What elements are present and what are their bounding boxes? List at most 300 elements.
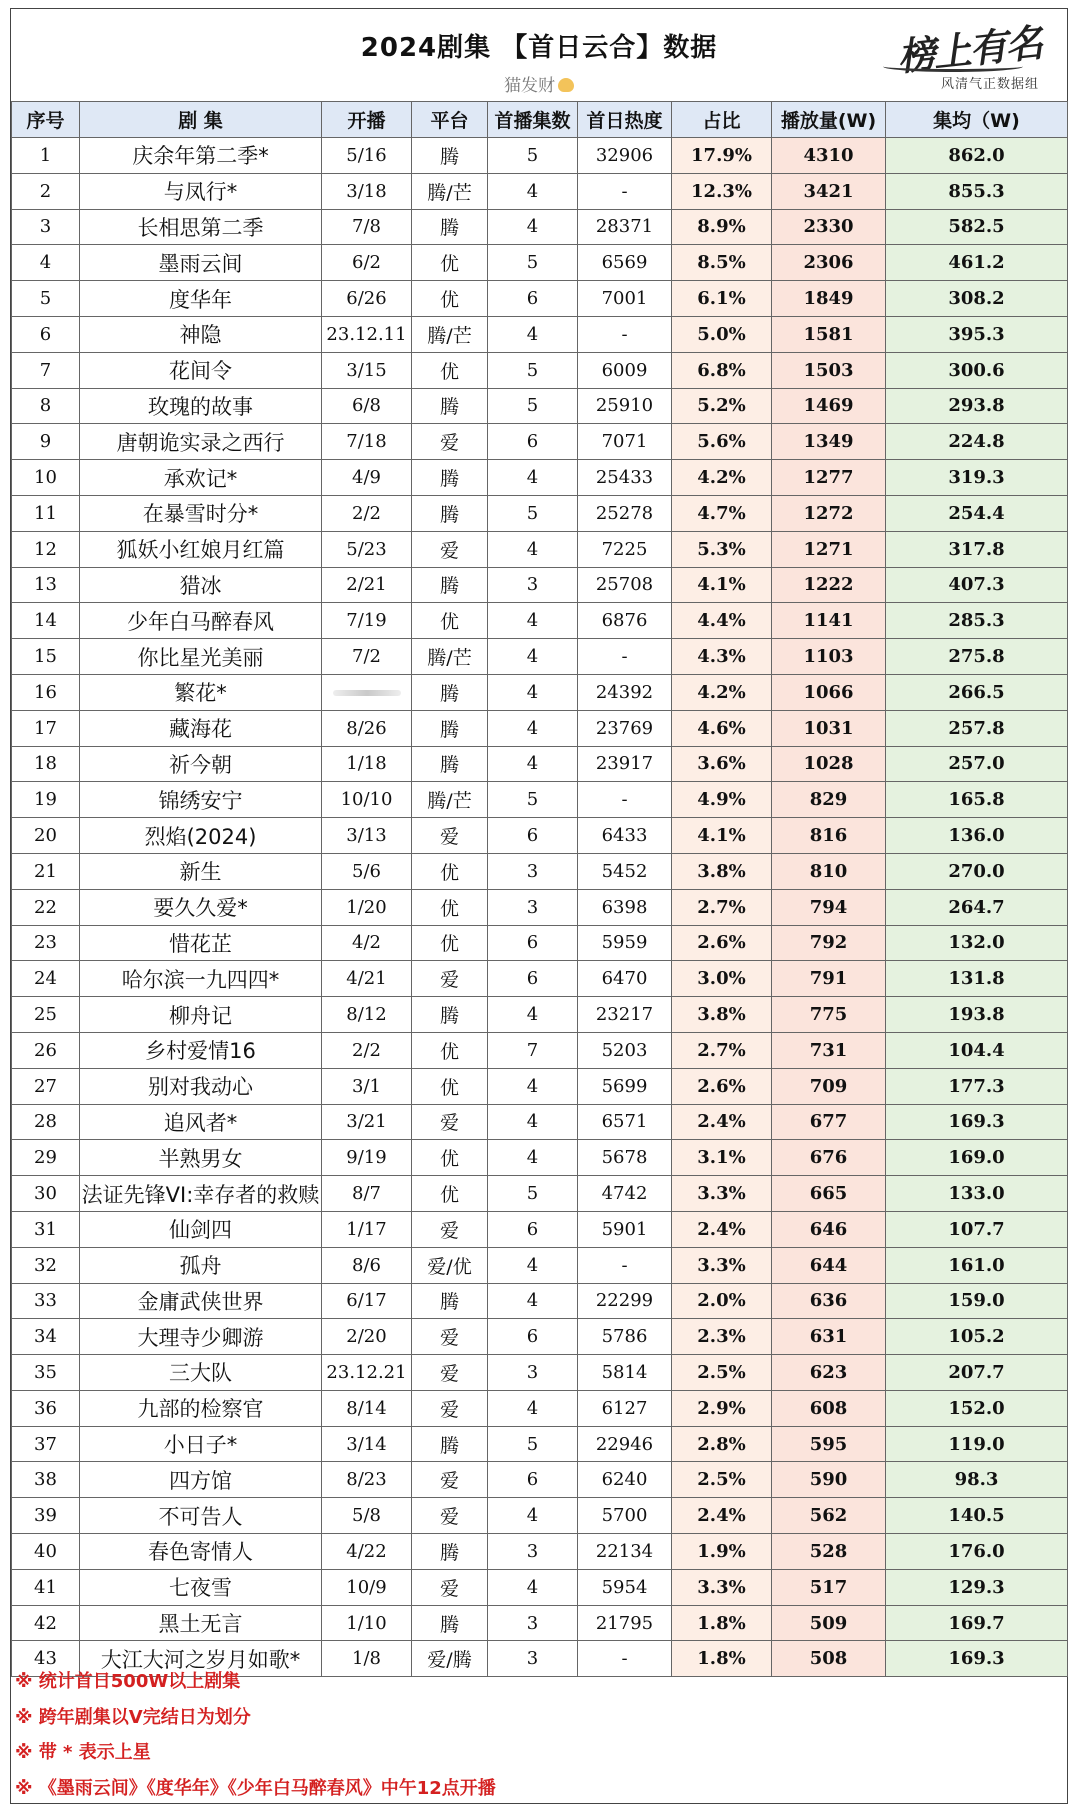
table-row (12, 531, 1068, 567)
footnotes (15, 1664, 1055, 1806)
table-row (12, 1068, 1068, 1104)
table-row (12, 746, 1068, 782)
cell-plays: 1271 (772, 531, 886, 567)
cell-title: 与凤行* (80, 173, 322, 209)
cell-plays: 1503 (772, 352, 886, 388)
cell-platform: 腾 (412, 495, 488, 531)
cell-rank: 34 (12, 1319, 80, 1355)
cell-plays: 562 (772, 1498, 886, 1534)
cell-heat: 6398 (578, 889, 672, 925)
cell-share: 4.1% (672, 818, 772, 854)
table-row (12, 209, 1068, 245)
table-row (12, 567, 1068, 603)
cell-premiere: 4/22 (322, 1534, 412, 1570)
cell-premiere: 5/6 (322, 853, 412, 889)
cell-rank: 13 (12, 567, 80, 603)
cell-rank: 8 (12, 388, 80, 424)
cell-title: 大江大河之岁月如歌* (80, 1641, 322, 1677)
table-row (12, 997, 1068, 1033)
cell-plays: 2330 (772, 209, 886, 245)
cell-title: 九部的检察官 (80, 1390, 322, 1426)
cell-share: 2.7% (672, 889, 772, 925)
cell-average: 300.6 (886, 352, 1068, 388)
cell-platform: 腾 (412, 567, 488, 603)
cell-rank: 4 (12, 245, 80, 281)
cell-title: 惜花芷 (80, 925, 322, 961)
cell-average: 105.2 (886, 1319, 1068, 1355)
table-row (12, 639, 1068, 675)
cell-premiere: 7/19 (322, 603, 412, 639)
cell-heat: 7225 (578, 531, 672, 567)
cell-episodes: 6 (488, 925, 578, 961)
cell-heat: 23769 (578, 710, 672, 746)
cell-average: 582.5 (886, 209, 1068, 245)
cell-title: 猎冰 (80, 567, 322, 603)
cell-average: 254.4 (886, 495, 1068, 531)
cell-platform: 腾 (412, 209, 488, 245)
cell-rank: 10 (12, 460, 80, 496)
cell-rank: 23 (12, 925, 80, 961)
cell-title: 黑土无言 (80, 1605, 322, 1641)
cell-title: 孤舟 (80, 1247, 322, 1283)
cell-title: 长相思第二季 (80, 209, 322, 245)
cell-episodes: 3 (488, 567, 578, 603)
cell-heat: 5814 (578, 1355, 672, 1391)
cell-premiere: 6/17 (322, 1283, 412, 1319)
cell-premiere: 4/9 (322, 460, 412, 496)
cell-plays: 1349 (772, 424, 886, 460)
footnote: ※ 带 * 表示上星 (15, 1742, 151, 1763)
cell-rank: 26 (12, 1032, 80, 1068)
cell-episodes: 3 (488, 853, 578, 889)
cell-rank: 24 (12, 961, 80, 997)
cell-platform: 腾 (412, 746, 488, 782)
cell-rank: 42 (12, 1605, 80, 1641)
cell-plays: 791 (772, 961, 886, 997)
cell-premiere: 23.12.11 (322, 316, 412, 352)
cell-heat: 22134 (578, 1534, 672, 1570)
cell-title: 藏海花 (80, 710, 322, 746)
cell-title: 七夜雪 (80, 1569, 322, 1605)
cell-platform: 爱 (412, 1211, 488, 1247)
cell-average: 119.0 (886, 1426, 1068, 1462)
cell-title: 玫瑰的故事 (80, 388, 322, 424)
cell-rank: 28 (12, 1104, 80, 1140)
cell-plays: 1222 (772, 567, 886, 603)
cell-premiere: 10/9 (322, 1569, 412, 1605)
cell-heat: 5700 (578, 1498, 672, 1534)
cell-heat: 6240 (578, 1462, 672, 1498)
cell-platform: 腾/芒 (412, 782, 488, 818)
table-row (12, 138, 1068, 174)
table-row (12, 173, 1068, 209)
cell-average: 275.8 (886, 639, 1068, 675)
cell-platform: 爱 (412, 1104, 488, 1140)
cell-average: 319.3 (886, 460, 1068, 496)
cell-plays: 1028 (772, 746, 886, 782)
cell-heat: - (578, 316, 672, 352)
cell-premiere (322, 674, 412, 710)
cell-premiere: 3/13 (322, 818, 412, 854)
table-row (12, 1534, 1068, 1570)
cell-premiere: 2/2 (322, 495, 412, 531)
col-header-rank: 序号 (12, 102, 80, 138)
cell-platform: 爱 (412, 1498, 488, 1534)
cell-title: 哈尔滨一九四四* (80, 961, 322, 997)
cell-episodes: 4 (488, 997, 578, 1033)
cell-share: 2.4% (672, 1104, 772, 1140)
cell-rank: 16 (12, 674, 80, 710)
cell-platform: 优 (412, 1140, 488, 1176)
cell-heat: 6571 (578, 1104, 672, 1140)
cell-plays: 595 (772, 1426, 886, 1462)
cell-average: 317.8 (886, 531, 1068, 567)
cell-platform: 腾 (412, 674, 488, 710)
cell-premiere: 4/21 (322, 961, 412, 997)
cell-platform: 腾 (412, 997, 488, 1033)
cell-average: 132.0 (886, 925, 1068, 961)
cell-rank: 11 (12, 495, 80, 531)
cell-rank: 40 (12, 1534, 80, 1570)
table-row (12, 710, 1068, 746)
cell-episodes: 6 (488, 281, 578, 317)
cell-episodes: 6 (488, 961, 578, 997)
cell-share: 5.3% (672, 531, 772, 567)
cell-episodes: 4 (488, 1283, 578, 1319)
cell-average: 395.3 (886, 316, 1068, 352)
cell-title: 要久久爱* (80, 889, 322, 925)
cell-episodes: 5 (488, 1426, 578, 1462)
cell-episodes: 5 (488, 1176, 578, 1212)
cell-episodes: 5 (488, 245, 578, 281)
page-title: 2024剧集 【首日云合】数据 (360, 33, 718, 63)
cell-plays: 775 (772, 997, 886, 1033)
cell-plays: 646 (772, 1211, 886, 1247)
col-header-episodes: 首播集数 (488, 102, 578, 138)
cell-heat: 5959 (578, 925, 672, 961)
cell-heat: 23917 (578, 746, 672, 782)
cat-emoji-icon (558, 78, 574, 92)
cell-plays: 517 (772, 1569, 886, 1605)
table-row (12, 818, 1068, 854)
cell-average: 107.7 (886, 1211, 1068, 1247)
cell-premiere: 5/16 (322, 138, 412, 174)
cell-average: 131.8 (886, 961, 1068, 997)
cell-premiere: 3/21 (322, 1104, 412, 1140)
cell-premiere: 6/8 (322, 388, 412, 424)
cell-share: 5.0% (672, 316, 772, 352)
cell-title: 小日子* (80, 1426, 322, 1462)
cell-plays: 3421 (772, 173, 886, 209)
cell-heat: 7001 (578, 281, 672, 317)
cell-title: 仙剑四 (80, 1211, 322, 1247)
cell-heat: - (578, 639, 672, 675)
cell-heat: 21795 (578, 1605, 672, 1641)
cell-rank: 25 (12, 997, 80, 1033)
cell-rank: 21 (12, 853, 80, 889)
cell-platform: 腾 (412, 388, 488, 424)
cell-title: 柳舟记 (80, 997, 322, 1033)
cell-share: 4.6% (672, 710, 772, 746)
cell-heat: 6569 (578, 245, 672, 281)
cell-rank: 37 (12, 1426, 80, 1462)
cell-rank: 32 (12, 1247, 80, 1283)
table-row (12, 961, 1068, 997)
cell-average: 152.0 (886, 1390, 1068, 1426)
cell-heat: 25708 (578, 567, 672, 603)
cell-episodes: 5 (488, 138, 578, 174)
cell-title: 春色寄情人 (80, 1534, 322, 1570)
cell-episodes: 3 (488, 889, 578, 925)
cell-platform: 爱/腾 (412, 1641, 488, 1677)
cell-premiere: 9/19 (322, 1140, 412, 1176)
table-row (12, 1104, 1068, 1140)
cell-plays: 1849 (772, 281, 886, 317)
cell-share: 6.1% (672, 281, 772, 317)
cell-average: 161.0 (886, 1247, 1068, 1283)
cell-platform: 爱 (412, 961, 488, 997)
table-row (12, 245, 1068, 281)
logo-subtitle: 风清气正数据组 (940, 77, 1039, 92)
sheet-header (11, 9, 1067, 101)
cell-average: 862.0 (886, 138, 1068, 174)
table-row (12, 782, 1068, 818)
cell-platform: 优 (412, 1176, 488, 1212)
cell-plays: 1066 (772, 674, 886, 710)
col-header-plays: 播放量(W) (772, 102, 886, 138)
cell-share: 3.3% (672, 1176, 772, 1212)
table-row (12, 352, 1068, 388)
cell-platform: 腾 (412, 1605, 488, 1641)
cell-plays: 676 (772, 1140, 886, 1176)
cell-share: 3.8% (672, 853, 772, 889)
cell-premiere: 6/26 (322, 281, 412, 317)
cell-average: 224.8 (886, 424, 1068, 460)
cell-title: 在暴雪时分* (80, 495, 322, 531)
footnote: ※ 统计首日500W以上剧集 (15, 1671, 241, 1692)
cell-average: 177.3 (886, 1068, 1068, 1104)
cell-share: 3.6% (672, 746, 772, 782)
cell-average: 264.7 (886, 889, 1068, 925)
cell-episodes: 4 (488, 1104, 578, 1140)
cell-plays: 1103 (772, 639, 886, 675)
table-row (12, 1032, 1068, 1068)
cell-share: 6.8% (672, 352, 772, 388)
cell-premiere: 6/2 (322, 245, 412, 281)
cell-average: 140.5 (886, 1498, 1068, 1534)
cell-rank: 38 (12, 1462, 80, 1498)
cell-premiere: 3/14 (322, 1426, 412, 1462)
cell-episodes: 4 (488, 639, 578, 675)
table-row (12, 281, 1068, 317)
cell-episodes: 4 (488, 531, 578, 567)
cell-plays: 636 (772, 1283, 886, 1319)
cell-title: 花间令 (80, 352, 322, 388)
cell-plays: 709 (772, 1068, 886, 1104)
cell-platform: 腾 (412, 710, 488, 746)
cell-share: 8.5% (672, 245, 772, 281)
cell-average: 159.0 (886, 1283, 1068, 1319)
col-header-share: 占比 (672, 102, 772, 138)
cell-plays: 792 (772, 925, 886, 961)
cell-rank: 31 (12, 1211, 80, 1247)
cell-heat: 25433 (578, 460, 672, 496)
cell-title: 唐朝诡实录之西行 (80, 424, 322, 460)
cell-premiere: 3/18 (322, 173, 412, 209)
cell-premiere: 2/21 (322, 567, 412, 603)
cell-episodes: 5 (488, 495, 578, 531)
source-name: 猫发财 (504, 76, 555, 96)
table-row (12, 1498, 1068, 1534)
table-row (12, 316, 1068, 352)
table-row (12, 1319, 1068, 1355)
cell-plays: 1277 (772, 460, 886, 496)
cell-episodes: 6 (488, 818, 578, 854)
cell-platform: 优 (412, 352, 488, 388)
cell-heat: - (578, 782, 672, 818)
table-row (12, 1355, 1068, 1391)
cell-share: 2.8% (672, 1426, 772, 1462)
cell-plays: 2306 (772, 245, 886, 281)
cell-share: 12.3% (672, 173, 772, 209)
cell-heat: 5452 (578, 853, 672, 889)
cell-platform: 腾/芒 (412, 173, 488, 209)
cell-rank: 29 (12, 1140, 80, 1176)
cell-share: 2.0% (672, 1283, 772, 1319)
cell-rank: 27 (12, 1068, 80, 1104)
cell-rank: 7 (12, 352, 80, 388)
cell-plays: 623 (772, 1355, 886, 1391)
table-row (12, 1247, 1068, 1283)
cell-episodes: 7 (488, 1032, 578, 1068)
cell-rank: 5 (12, 281, 80, 317)
cell-episodes: 5 (488, 352, 578, 388)
cell-share: 4.3% (672, 639, 772, 675)
table-row (12, 388, 1068, 424)
table-row (12, 1605, 1068, 1641)
table-row (12, 1390, 1068, 1426)
cell-episodes: 4 (488, 209, 578, 245)
table-body (12, 138, 1068, 1677)
cell-share: 2.4% (672, 1498, 772, 1534)
cell-episodes: 6 (488, 1319, 578, 1355)
cell-premiere: 1/17 (322, 1211, 412, 1247)
cell-premiere: 3/15 (322, 352, 412, 388)
cell-rank: 39 (12, 1498, 80, 1534)
cell-episodes: 4 (488, 460, 578, 496)
cell-platform: 优 (412, 603, 488, 639)
cell-episodes: 4 (488, 1569, 578, 1605)
cell-average: 169.3 (886, 1641, 1068, 1677)
table-row (12, 925, 1068, 961)
cell-platform: 优 (412, 1068, 488, 1104)
cell-heat: 32906 (578, 138, 672, 174)
cell-heat: 25278 (578, 495, 672, 531)
cell-share: 4.7% (672, 495, 772, 531)
cell-title: 你比星光美丽 (80, 639, 322, 675)
cell-rank: 36 (12, 1390, 80, 1426)
cell-platform: 爱 (412, 1390, 488, 1426)
table-row (12, 1426, 1068, 1462)
table-row (12, 889, 1068, 925)
cell-title: 半熟男女 (80, 1140, 322, 1176)
cell-share: 2.6% (672, 1068, 772, 1104)
cell-heat: 25910 (578, 388, 672, 424)
cell-heat: 5954 (578, 1569, 672, 1605)
cell-episodes: 4 (488, 173, 578, 209)
cell-rank: 33 (12, 1283, 80, 1319)
cell-platform: 优 (412, 1032, 488, 1068)
cell-title: 狐妖小红娘月红篇 (80, 531, 322, 567)
cell-platform: 优 (412, 853, 488, 889)
cell-average: 257.0 (886, 746, 1068, 782)
table-row (12, 1462, 1068, 1498)
cell-plays: 665 (772, 1176, 886, 1212)
cell-plays: 631 (772, 1319, 886, 1355)
cell-episodes: 5 (488, 388, 578, 424)
cell-average: 293.8 (886, 388, 1068, 424)
cell-plays: 644 (772, 1247, 886, 1283)
cell-premiere: 8/7 (322, 1176, 412, 1212)
cell-premiere: 8/6 (322, 1247, 412, 1283)
cell-share: 5.6% (672, 424, 772, 460)
cell-heat: 23217 (578, 997, 672, 1033)
cell-premiere: 4/2 (322, 925, 412, 961)
cell-title: 追风者* (80, 1104, 322, 1140)
cell-heat: 22299 (578, 1283, 672, 1319)
cell-episodes: 3 (488, 1605, 578, 1641)
table-row (12, 853, 1068, 889)
cell-share: 3.3% (672, 1569, 772, 1605)
cell-heat: 6127 (578, 1390, 672, 1426)
cell-average: 169.0 (886, 1140, 1068, 1176)
cell-plays: 829 (772, 782, 886, 818)
cell-title: 繁花* (80, 674, 322, 710)
cell-plays: 509 (772, 1605, 886, 1641)
cell-platform: 爱 (412, 531, 488, 567)
cell-heat: 5786 (578, 1319, 672, 1355)
cell-average: 285.3 (886, 603, 1068, 639)
cell-platform: 爱 (412, 1569, 488, 1605)
table-row (12, 1283, 1068, 1319)
cell-average: 133.0 (886, 1176, 1068, 1212)
cell-share: 4.4% (672, 603, 772, 639)
cell-episodes: 4 (488, 710, 578, 746)
cell-share: 3.1% (672, 1140, 772, 1176)
cell-average: 266.5 (886, 674, 1068, 710)
cell-share: 1.8% (672, 1641, 772, 1677)
cell-average: 461.2 (886, 245, 1068, 281)
col-header-average: 集均（W) (886, 102, 1068, 138)
cell-heat: 5901 (578, 1211, 672, 1247)
cell-premiere: 2/2 (322, 1032, 412, 1068)
cell-premiere: 1/20 (322, 889, 412, 925)
table-row (12, 603, 1068, 639)
cell-share: 8.9% (672, 209, 772, 245)
cell-premiere: 8/12 (322, 997, 412, 1033)
cell-plays: 1272 (772, 495, 886, 531)
cell-premiere: 1/8 (322, 1641, 412, 1677)
cell-rank: 12 (12, 531, 80, 567)
logo-swash-icon (883, 61, 1023, 72)
cell-share: 4.2% (672, 460, 772, 496)
cell-premiere: 23.12.21 (322, 1355, 412, 1391)
cell-episodes: 4 (488, 1068, 578, 1104)
table-row (12, 1176, 1068, 1212)
cell-average: 176.0 (886, 1534, 1068, 1570)
cell-rank: 3 (12, 209, 80, 245)
cell-plays: 590 (772, 1462, 886, 1498)
